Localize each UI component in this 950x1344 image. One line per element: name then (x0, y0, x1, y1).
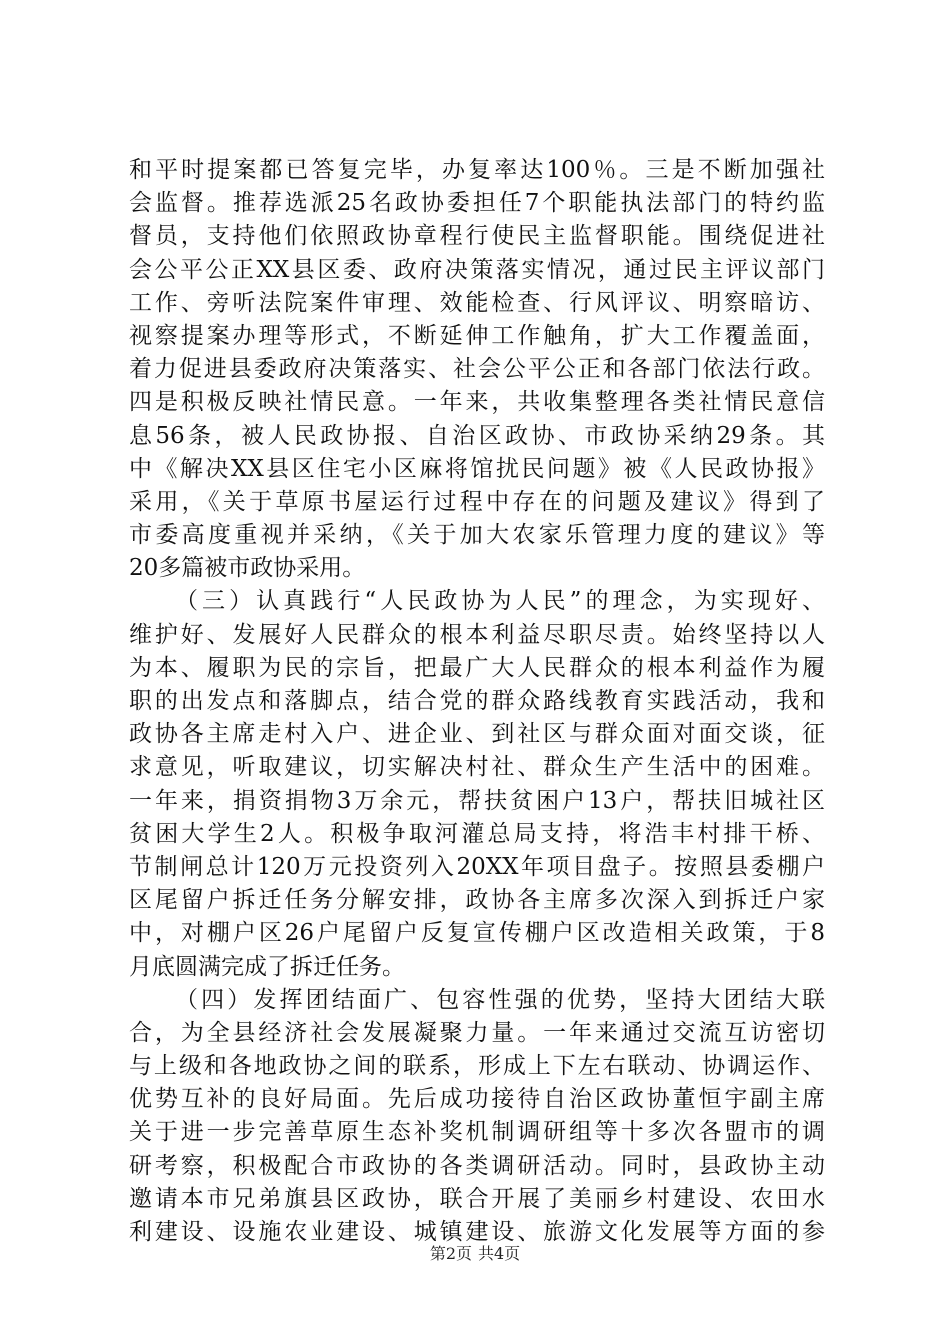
text-line: 和平时提案都已答复完毕，办复率达100％。三是不断加强社 (129, 157, 825, 183)
text-line: 着力促进县委政府决策落实、社会公平公正和各部门依法行政。 (129, 356, 825, 383)
text-line: 关于进一步完善草原生态补奖机制调研组等十多次各盟市的调 (129, 1119, 825, 1146)
page-total: 共4页 (478, 1244, 521, 1263)
text-line: 视察提案办理等形式，不断延伸工作触角，扩大工作覆盖面， (129, 322, 825, 349)
text-line: （四）发挥团结面广、包容性强的优势，坚持大团结大联 (175, 986, 825, 1013)
text-line: 维护好、发展好人民群众的根本利益尽职尽责。始终坚持以人 (129, 621, 825, 648)
text-line: 研考察，积极配合市政协的各类调研活动。同时，县政协主动 (129, 1152, 825, 1179)
text-line: 优势互补的良好局面。先后成功接待自治区政协董恒宇副主席 (129, 1086, 825, 1113)
text-line: 会监督。推荐选派25名政协委担任7个职能执法部门的特约监 (129, 190, 825, 217)
text-line: 工作、旁听法院案件审理、效能检查、行风评议、明察暗访、 (129, 289, 825, 316)
text-line: 月底圆满完成了拆迁任务。 (129, 953, 405, 980)
page-footer (0, 1244, 950, 1264)
text-line: 市委高度重视并采纳，《关于加大农家乐管理力度的建议》等 (129, 522, 825, 549)
text-line: 区尾留户拆迁任务分解安排，政协各主席多次深入到拆迁户家 (129, 887, 825, 914)
document-body (129, 154, 825, 1249)
text-line: 与上级和各地政协之间的联系，形成上下左右联动、协调运作、 (129, 1053, 825, 1080)
text-line: 会公平公正XX县区委、政府决策落实情况，通过民主评议部门 (129, 256, 825, 283)
text-line: 合，为全县经济社会发展凝聚力量。一年来通过交流互访密切 (129, 1019, 825, 1046)
text-line: （三）认真践行“人民政协为人民”的理念，为实现好、 (175, 588, 825, 615)
text-line: 一年来，捐资捐物3万余元，帮扶贫困户13户，帮扶旧城社区 (129, 787, 825, 814)
text-line: 中《解决XX县区住宅小区麻将馆扰民问题》被《人民政协报》 (129, 455, 825, 482)
text-line: 邀请本市兄弟旗县区政协，联合开展了美丽乡村建设、农田水 (129, 1185, 825, 1212)
text-line: 政协各主席走村入户、进企业、到社区与群众面对面交谈，征 (129, 721, 825, 748)
page-number: 第2页 (429, 1244, 472, 1263)
text-line: 20多篇被市政协采用。 (129, 555, 366, 582)
text-line: 督员，支持他们依照政协章程行使民主监督职能。围绕促进社 (129, 223, 825, 250)
text-line: 中，对棚户区26户尾留户反复宣传棚户区改造相关政策，于8 (129, 920, 825, 947)
text-line: 节制闸总计120万元投资列入20XX年项目盘子。按照县委棚户 (129, 853, 825, 880)
text-line: 为本、履职为民的宗旨，把最广大人民群众的根本利益作为履 (129, 654, 825, 681)
text-line: 贫困大学生2人。积极争取河灌总局支持，将浩丰村排干桥、 (129, 820, 825, 847)
text-line: 息56条，被人民政协报、自治区政协、市政协采纳29条。其 (129, 422, 825, 449)
text-line: 四是积极反映社情民意。一年来，共收集整理各类社情民意信 (129, 389, 825, 416)
text-line: 求意见，听取建议，切实解决村社、群众生产生活中的困难。 (129, 754, 825, 781)
text-line: 利建设、设施农业建设、城镇建设、旅游文化发展等方面的参 (129, 1219, 825, 1245)
text-line: 采用，《关于草原书屋运行过程中存在的问题及建议》得到了 (129, 488, 825, 515)
text-line: 职的出发点和落脚点，结合党的群众路线教育实践活动，我和 (129, 688, 825, 714)
